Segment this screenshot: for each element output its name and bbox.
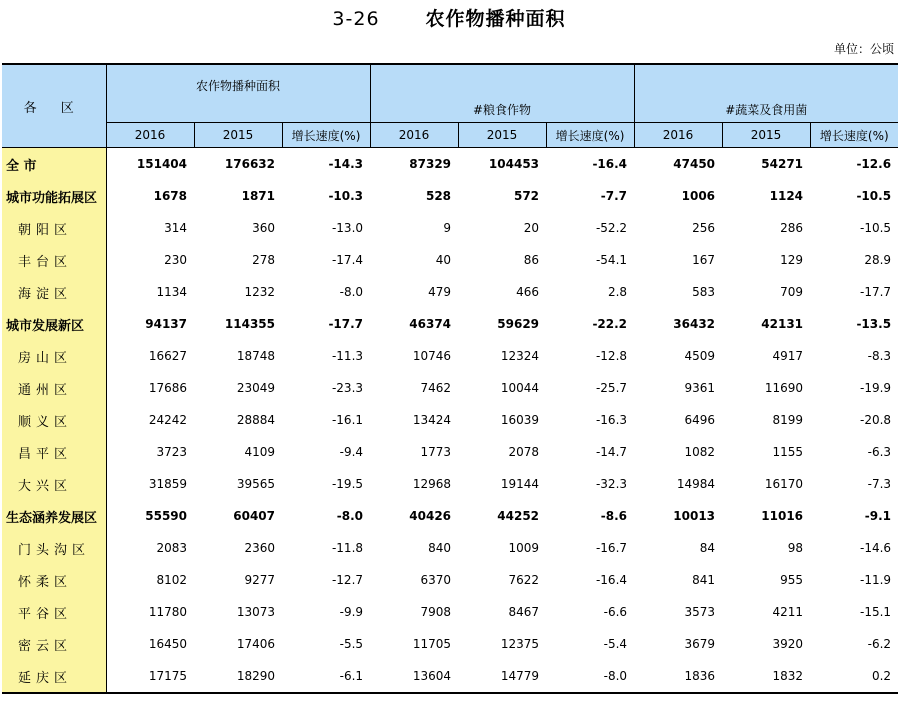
table-cell: 14984 [676,477,716,491]
table-cell: 18290 [194,660,282,693]
table-cell: 60407 [233,509,275,523]
group-header-vegetable: #蔬菜及食用菌 [634,64,898,123]
table-row [2,564,898,596]
table-cell: 39565 [236,477,275,491]
table-cell: -7.3 [867,477,892,491]
table-cell: 47450 [673,157,716,171]
table-cell: -5.5 [339,637,364,651]
table-cell: -10.3 [328,189,364,203]
table-cell: -12.7 [331,573,364,587]
table-cell: 8102 [156,573,187,587]
col-2016-grain: 2016 [370,123,458,148]
table-cell: -10.5 [856,189,892,203]
table-cell: 11690 [764,381,804,395]
table-cell: -6.3 [867,445,892,459]
col-2015-vegetable: 2015 [722,123,810,148]
col-2015-grain: 2015 [458,123,546,148]
table-cell: 13604 [370,660,458,693]
table-cell: 59629 [497,317,540,331]
table-cell: 11780 [148,605,187,619]
table-cell: 1155 [772,445,804,459]
table-cell: 86 [523,253,540,267]
table-cell: -12.6 [856,157,892,171]
table-cell: -11.9 [859,573,892,587]
table-cell: 1124 [769,189,804,203]
table-cell: 12324 [500,349,540,363]
group-header-grain: #粮食作物 [370,64,634,123]
table-cell: 16450 [148,637,187,651]
group-header-total: 农作物播种面积 [106,64,370,123]
table-cell: -8.0 [339,285,364,299]
table-cell: 46374 [409,317,452,331]
table-cell: 12968 [412,477,452,491]
table-cell: -9.4 [339,445,364,459]
table-row [2,628,898,660]
row-region-name: 延庆区 [2,660,106,693]
row-region-name: 通州区 [2,372,106,404]
table-cell: -52.2 [595,221,628,235]
table-cell: -12.8 [595,349,628,363]
table-cell: 10044 [500,381,540,395]
table-cell: 13424 [412,413,452,427]
table-cell: 54271 [761,157,804,171]
table-cell: -9.9 [339,605,364,619]
table-row [2,404,898,436]
row-region-name: 昌平区 [2,436,106,468]
table-row [2,276,898,308]
table-cell: -17.4 [331,253,364,267]
table-cell: 42131 [761,317,804,331]
table-row [2,212,898,244]
table-cell: 1006 [681,189,716,203]
table-cell: -8.0 [336,509,364,523]
table-cell: 583 [692,285,716,299]
col-growth-total: 增长速度(%) [282,123,370,148]
table-cell: 709 [780,285,804,299]
table-cell: 2.8 [607,285,628,299]
table-row [2,244,898,276]
row-region-name: 丰台区 [2,244,106,276]
table-cell: 98 [787,541,804,555]
table-cell: 1832 [722,660,810,693]
table-cell: -16.1 [331,413,364,427]
table-cell: 84 [699,541,716,555]
table-cell: 528 [425,189,452,203]
table-cell: 28.9 [864,253,892,267]
table-row [2,532,898,564]
row-region-name: 大兴区 [2,468,106,500]
table-cell: 24242 [148,413,187,427]
table-cell: 572 [513,189,540,203]
table-cell: -10.5 [859,221,892,235]
table-cell: 6496 [684,413,716,427]
table-cell: -19.5 [331,477,364,491]
table-row [2,148,898,181]
table-cell: 314 [164,221,187,235]
table-cell: 17175 [106,660,194,693]
table-cell: 1836 [634,660,722,693]
table-cell: 104453 [488,157,540,171]
table-cell: 17406 [236,637,275,651]
table-cell: 129 [780,253,804,267]
table-cell: 17686 [148,381,187,395]
table-cell: 114355 [224,317,275,331]
table-cell: -8.0 [546,660,634,693]
table-cell: -16.4 [592,157,628,171]
table-cell: 1871 [241,189,275,203]
table-row [2,436,898,468]
table-cell: 6370 [420,573,452,587]
table-row [2,596,898,628]
table-cell: -6.6 [603,605,628,619]
col-growth-grain: 增长速度(%) [546,123,634,148]
table-cell: 19144 [500,477,540,491]
table-cell: -6.1 [282,660,370,693]
table-cell: 9 [443,221,452,235]
table-cell: -20.8 [859,413,892,427]
table-cell: 2078 [508,445,540,459]
row-region-name: 朝阳区 [2,212,106,244]
table-cell: -9.1 [864,509,892,523]
row-region-name: 城市功能拓展区 [2,180,106,212]
table-cell: -16.7 [595,541,628,555]
table-cell: 16627 [148,349,187,363]
table-cell: 28884 [236,413,275,427]
row-region-name: 平谷区 [2,596,106,628]
table-row [2,468,898,500]
table-cell: 36432 [673,317,716,331]
row-region-name: 怀柔区 [2,564,106,596]
table-cell: -14.7 [595,445,628,459]
table-cell: -17.7 [328,317,364,331]
table-cell: 8467 [508,605,540,619]
table-cell: 23049 [236,381,275,395]
table-cell: 286 [780,221,804,235]
table-cell: 278 [252,253,275,267]
table-number: 3-26 [332,8,380,30]
table-cell: 31859 [148,477,187,491]
table-cell: 1678 [153,189,187,203]
table-cell: 40426 [409,509,452,523]
table-cell: 11705 [412,637,452,651]
table-cell: -16.4 [595,573,628,587]
table-cell: 11016 [761,509,804,523]
table-cell: -19.9 [859,381,892,395]
table-cell: 3679 [684,637,716,651]
table-cell: 479 [428,285,452,299]
col-2016-vegetable: 2016 [634,123,722,148]
table-cell: -25.7 [595,381,628,395]
table-cell: 2083 [156,541,187,555]
table-cell: 3723 [156,445,187,459]
table-cell: 94137 [145,317,187,331]
table-cell: -11.8 [331,541,364,555]
table-cell: 10746 [412,349,452,363]
row-region-name: 顺义区 [2,404,106,436]
table-cell: 1773 [420,445,452,459]
row-region-name: 城市发展新区 [2,308,106,340]
table-cell: 4509 [684,349,716,363]
table-cell: 13073 [236,605,275,619]
table-cell: 167 [692,253,716,267]
table-cell: 40 [435,253,452,267]
table-row [2,308,898,340]
table-cell: -11.3 [331,349,364,363]
table-cell: 4917 [772,349,804,363]
row-region-name: 生态涵养发展区 [2,500,106,532]
col-2016-total: 2016 [106,123,194,148]
table-cell: 9361 [684,381,716,395]
table-cell: -54.1 [595,253,628,267]
table-cell: 16039 [500,413,540,427]
table-cell: 0.2 [810,660,898,693]
row-region-name: 房山区 [2,340,106,372]
table-row [2,180,898,212]
table-cell: -6.2 [867,637,892,651]
table-cell: 955 [780,573,804,587]
table-cell: 18748 [236,349,275,363]
table-cell: 151404 [136,157,187,171]
table-cell: 4211 [772,605,804,619]
table-cell: 1232 [244,285,275,299]
table-cell: 10013 [673,509,716,523]
unit-label: 单位：公顷 [833,42,894,56]
table-cell: -13.0 [331,221,364,235]
table-cell: -16.3 [595,413,628,427]
table-cell: 841 [692,573,716,587]
table-cell: 4109 [244,445,275,459]
table-title [0,4,898,31]
col-growth-vegetable: 增长速度(%) [810,123,898,148]
row-region-name: 密云区 [2,628,106,660]
table-cell: 55590 [145,509,187,523]
table-cell: -8.6 [600,509,628,523]
col-2015-total: 2015 [194,123,282,148]
region-column-header: 各 区 [2,64,106,148]
table-cell: -5.4 [603,637,628,651]
table-cell: -14.3 [328,157,364,171]
table-row [2,340,898,372]
table-cell: -32.3 [595,477,628,491]
table-cell: 12375 [500,637,540,651]
table-cell: 360 [252,221,275,235]
table-cell: -7.7 [600,189,628,203]
table-row [2,500,898,532]
table-row [2,372,898,404]
table-cell: 14779 [458,660,546,693]
table-cell: -22.2 [592,317,628,331]
row-region-name: 海淀区 [2,276,106,308]
data-table [2,63,898,694]
table-cell: 20 [523,221,540,235]
table-cell: 230 [164,253,187,267]
table-cell: -14.6 [859,541,892,555]
table-cell: 1082 [684,445,716,459]
table-title-text: 农作物播种面积 [425,8,566,30]
table-cell: -15.1 [859,605,892,619]
table-cell: 466 [516,285,540,299]
table-cell: 840 [428,541,452,555]
table-cell: 3573 [684,605,716,619]
table-cell: 87329 [409,157,452,171]
table-cell: 256 [692,221,716,235]
table-cell: 7908 [420,605,452,619]
table-cell: 176632 [224,157,275,171]
table-row [2,660,898,693]
table-cell: 7622 [508,573,540,587]
row-region-name: 门头沟区 [2,532,106,564]
table-cell: -8.3 [867,349,892,363]
table-cell: 9277 [244,573,275,587]
table-cell: 7462 [420,381,452,395]
table-cell: 2360 [244,541,275,555]
table-cell: -17.7 [859,285,892,299]
table-cell: 1009 [508,541,540,555]
table-cell: -23.3 [331,381,364,395]
table-cell: 44252 [497,509,540,523]
table-cell: 16170 [764,477,804,491]
table-cell: 8199 [772,413,804,427]
row-region-name: 全 市 [2,148,106,181]
table-cell: 1134 [156,285,187,299]
table-cell: 3920 [772,637,804,651]
table-cell: -13.5 [856,317,892,331]
